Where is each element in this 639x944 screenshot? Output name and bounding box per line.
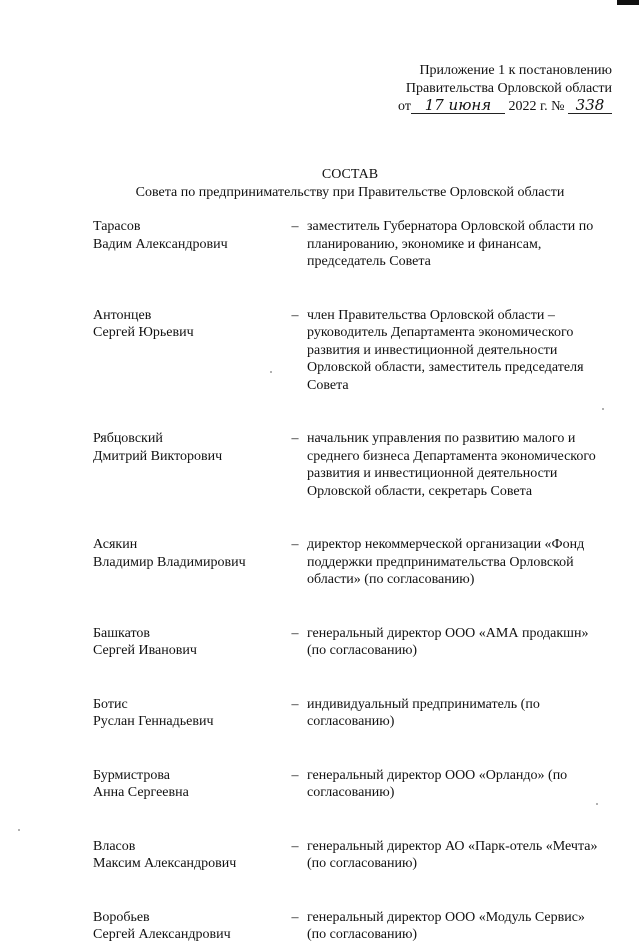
scan-speck [602,408,604,410]
member-given-names: Максим Александрович [93,856,237,871]
member-given-names: Владимир Владимирович [93,554,246,570]
member-dash: – [291,219,299,234]
scan-speck [596,803,598,805]
member-name [93,767,283,802]
member-given-names: Руслан Геннадьевич [93,714,214,729]
member-given-names: Сергей Иванович [93,643,197,658]
member-role: генеральный директор ООО «Орландо» (по согласованию) [307,767,568,800]
member-dash: – [291,838,299,854]
member-name [93,909,283,944]
member-dash: – [291,767,299,783]
member-surname: Башкатов [93,625,151,641]
member-role: генеральный директор ООО «АМА продакшн» (по согласованию) [307,625,589,658]
member-given-names: Сергей Александрович [93,927,231,942]
member-name [93,218,283,253]
scan-speck [270,371,272,373]
member-row [93,625,623,660]
member-name [93,696,283,731]
member-row [93,909,623,944]
member-row [93,767,623,802]
member-dash: – [291,431,299,446]
member-dash: – [291,909,299,925]
appendix-date-line [352,98,612,116]
member-role: заместитель Губернатора Орловской области по планированию, экономике и финансам, председатель Совета [307,219,594,269]
member-role: индивидуальный предприниматель (по согласованию) [307,696,540,729]
member-surname: Антонцев [93,307,152,323]
document-title: СОСТАВ [321,167,379,182]
member-role: директор некоммерческой организации «Фонд поддержки предпринимательства Орловской области» (по согласованию) [307,537,585,587]
member-role: генеральный директор ООО «Модуль Сервис» (по согласованию) [307,909,585,942]
member-row [93,838,623,873]
member-given-names: Дмитрий Викторович [93,448,223,464]
handwritten-number: 338 [568,98,612,114]
member-dash: – [291,307,299,323]
member-name [93,625,283,660]
appendix-header [352,62,612,116]
member-surname: Рябцовский [93,431,163,446]
member-given-names: Анна Сергеевна [93,785,189,800]
member-row [93,696,623,731]
member-name [93,307,283,342]
member-surname: Власов [93,838,136,854]
member-surname: Ботис [93,696,128,712]
member-name [93,430,283,465]
member-name [93,838,283,873]
scan-corner-mark [617,0,639,5]
member-row [93,430,623,500]
appendix-line-2: Правительства Орловской области [405,81,612,96]
document-heading [0,166,639,202]
members-list [93,218,623,944]
scan-speck [18,829,20,831]
member-surname: Асякин [93,537,138,552]
member-name [93,536,283,571]
member-dash: – [291,625,299,641]
document-subtitle: Совета по предпринимательству при Правительстве Орловской области [135,185,565,200]
handwritten-date: 17 июня [411,98,505,114]
member-given-names: Сергей Юрьевич [93,325,194,340]
member-dash: – [291,696,299,712]
member-row [93,307,623,395]
member-surname: Воробьев [93,909,150,925]
member-surname: Бурмистрова [93,767,170,783]
date-prefix: от [398,99,411,114]
member-role: начальник управления по развитию малого и среднего бизнеса Департамента экономического развития и инвестиционной деятельности Орловской области, секретарь Совета [307,431,596,499]
member-row [93,218,623,271]
member-dash: – [291,537,299,552]
appendix-line-1: Приложение 1 к постановлению [419,63,612,78]
member-given-names: Вадим Александрович [93,236,228,252]
member-role: генеральный директор АО «Парк-отель «Мечта» (по согласованию) [307,838,598,871]
member-role: член Правительства Орловской области – руководитель Департамента экономического развития и инвестиционной деятельности Орловской области, заместитель председателя Совета [307,307,584,393]
member-surname: Тарасов [93,219,141,234]
member-row [93,536,623,589]
year-text: 2022 г. № [508,99,565,114]
